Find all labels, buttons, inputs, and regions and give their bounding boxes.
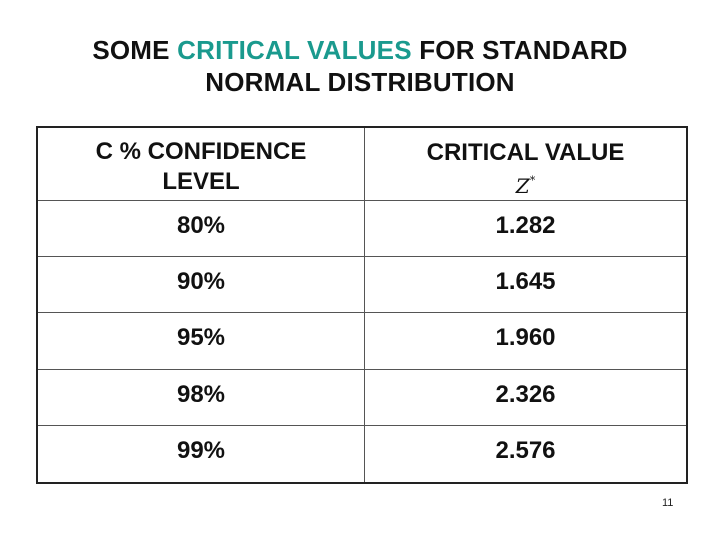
row-4-confidence: 98%	[38, 370, 365, 426]
row-4-critical: 2.326	[365, 370, 686, 426]
header-critical-value	[365, 128, 686, 201]
row-3-confidence: 95%	[38, 313, 365, 369]
row-1-critical: 1.282	[365, 201, 686, 257]
slide-title	[0, 34, 720, 98]
z-symbol: Z	[515, 173, 530, 198]
row-1-confidence: 80%	[38, 201, 365, 257]
title-line-2: NORMAL DISTRIBUTION	[205, 67, 515, 97]
row-5-confidence: 99%	[38, 426, 365, 482]
title-prefix: SOME	[92, 35, 170, 65]
row-2-critical: 1.645	[365, 257, 686, 313]
row-3-critical: 1.960	[365, 313, 686, 369]
row-5-critical: 2.576	[495, 436, 556, 464]
z-star-symbol	[516, 170, 535, 197]
page-number: 11	[662, 497, 674, 509]
header-critical-line-1: CRITICAL VALUE	[426, 138, 625, 166]
header-confidence-level	[38, 128, 365, 201]
row-2-confidence: 90%	[38, 257, 365, 313]
title-suffix: FOR STANDARD	[419, 35, 628, 65]
z-star-superscript: *	[529, 173, 536, 187]
title-line-1	[0, 34, 720, 66]
title-accent: CRITICAL VALUES	[177, 35, 412, 65]
header-confidence-line-2: LEVEL	[162, 168, 240, 195]
critical-values-table	[36, 126, 688, 484]
header-confidence-line-1: C % CONFIDENCE	[95, 138, 307, 165]
